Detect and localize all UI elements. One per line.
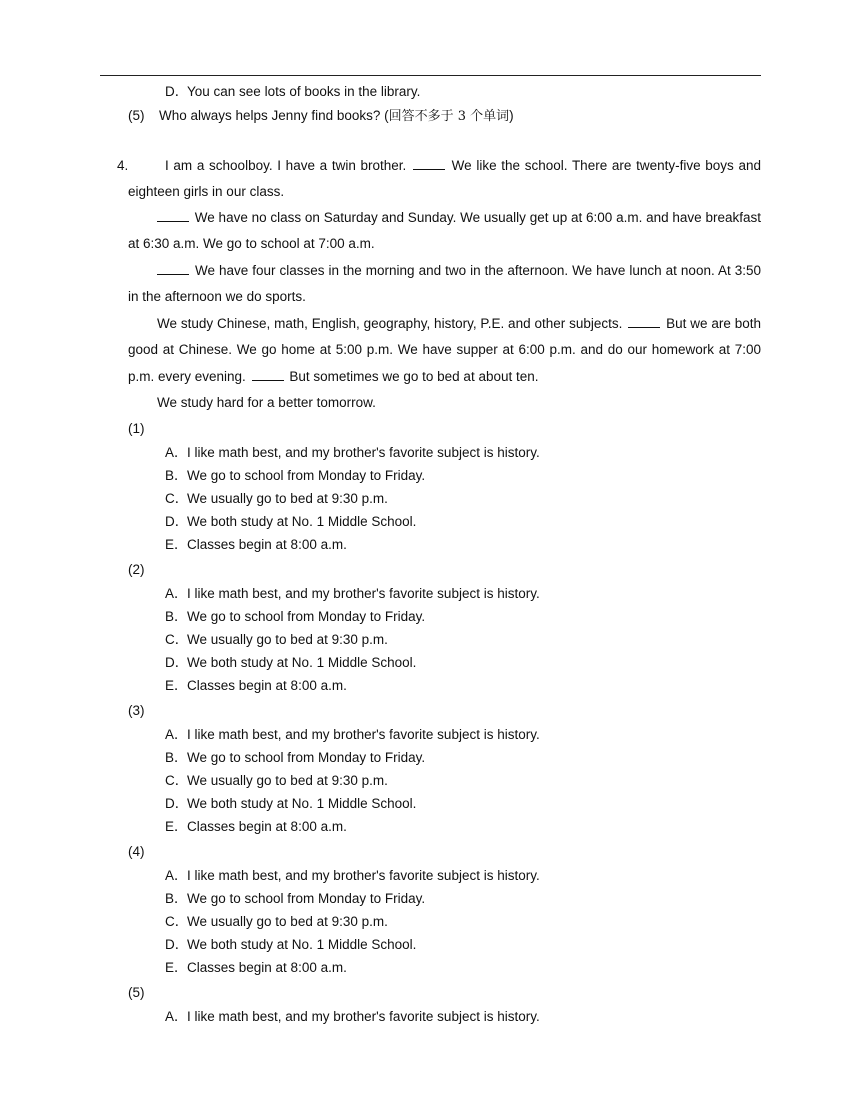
header-rule bbox=[100, 75, 761, 76]
option-text: We both study at No. 1 Middle School. bbox=[187, 937, 417, 952]
prev-question-5 bbox=[128, 107, 514, 126]
option-letter: A． bbox=[165, 727, 188, 742]
option-letter: D． bbox=[165, 937, 189, 952]
passage-line-9 bbox=[128, 368, 539, 386]
option-text: I like math best, and my brother's favorite subject is history. bbox=[187, 586, 540, 601]
option-item[interactable] bbox=[165, 818, 347, 836]
option-letter: B． bbox=[165, 750, 188, 765]
option-text: Classes begin at 8:00 a.m. bbox=[187, 819, 347, 834]
option-letter: E． bbox=[165, 678, 188, 693]
option-text: Classes begin at 8:00 a.m. bbox=[187, 960, 347, 975]
option-letter: C． bbox=[165, 773, 189, 788]
option-item[interactable] bbox=[165, 677, 347, 695]
passage-text: We study Chinese, math, English, geography, history, P.E. and other subjects. bbox=[157, 316, 623, 331]
option-text: I like math best, and my brother's favorite subject is history. bbox=[187, 445, 540, 460]
option-text: You can see lots of books in the library. bbox=[187, 84, 421, 99]
option-letter: B． bbox=[165, 609, 188, 624]
passage-text: We have four classes in the morning and two in the afternoon. We have lunch at noon. At 3:50 bbox=[195, 263, 761, 278]
option-letter: C． bbox=[165, 632, 189, 647]
option-text: We both study at No. 1 Middle School. bbox=[187, 514, 417, 529]
passage-line-4: at 6:30 a.m. We go to school at 7:00 a.m. bbox=[128, 236, 375, 251]
option-letter: D． bbox=[165, 514, 189, 529]
option-letter: A． bbox=[165, 445, 188, 460]
option-letter: C． bbox=[165, 914, 189, 929]
passage-text: p.m. every evening. bbox=[128, 369, 246, 384]
option-letter: B． bbox=[165, 891, 188, 906]
answer-blank-3[interactable] bbox=[157, 262, 189, 275]
option-item[interactable] bbox=[165, 585, 540, 603]
option-item[interactable] bbox=[165, 913, 388, 931]
passage-line-3 bbox=[157, 209, 761, 227]
option-item[interactable] bbox=[165, 959, 347, 977]
option-text: We go to school from Monday to Friday. bbox=[187, 750, 426, 765]
option-text: We usually go to bed at 9:30 p.m. bbox=[187, 491, 388, 506]
option-text: Classes begin at 8:00 a.m. bbox=[187, 537, 347, 552]
option-text: I like math best, and my brother's favorite subject is history. bbox=[187, 727, 540, 742]
option-item[interactable] bbox=[165, 795, 416, 813]
answer-blank-1[interactable] bbox=[413, 157, 445, 170]
passage-line-10: We study hard for a better tomorrow. bbox=[157, 395, 376, 410]
option-item[interactable] bbox=[165, 772, 388, 790]
option-item[interactable] bbox=[165, 890, 425, 908]
option-letter: E． bbox=[165, 960, 188, 975]
option-letter: E． bbox=[165, 537, 188, 552]
option-text: We both study at No. 1 Middle School. bbox=[187, 796, 417, 811]
question-number-4: 4. bbox=[117, 158, 129, 173]
passage-text: But we are both bbox=[666, 316, 761, 331]
passage-text: We have no class on Saturday and Sunday. We usually get up at 6:00 a.m. and have breakfast bbox=[194, 210, 761, 225]
option-item[interactable] bbox=[165, 631, 388, 649]
option-item[interactable] bbox=[165, 608, 425, 626]
option-item[interactable] bbox=[165, 536, 347, 554]
option-item[interactable] bbox=[165, 726, 540, 744]
option-text: We usually go to bed at 9:30 p.m. bbox=[187, 632, 388, 647]
option-text: We go to school from Monday to Friday. bbox=[187, 609, 426, 624]
option-letter: E． bbox=[165, 819, 188, 834]
sub-question-number: (2) bbox=[128, 562, 145, 577]
option-letter: D． bbox=[165, 84, 189, 99]
question-text: Who always helps Jenny find books? ( bbox=[159, 108, 389, 123]
option-letter: B． bbox=[165, 468, 188, 483]
passage-line-1 bbox=[165, 157, 761, 175]
option-item[interactable] bbox=[165, 444, 540, 462]
passage-text: I am a schoolboy. I have a twin brother. bbox=[165, 158, 407, 173]
option-text: Classes begin at 8:00 a.m. bbox=[187, 678, 347, 693]
option-letter: A． bbox=[165, 868, 188, 883]
option-text: I like math best, and my brother's favorite subject is history. bbox=[187, 1009, 540, 1024]
option-item[interactable] bbox=[165, 867, 540, 885]
option-text: We both study at No. 1 Middle School. bbox=[187, 655, 417, 670]
prev-option-d bbox=[165, 83, 420, 101]
option-item[interactable] bbox=[165, 513, 416, 531]
option-item[interactable] bbox=[165, 490, 388, 508]
option-item[interactable] bbox=[165, 467, 425, 485]
question-hint-cn: 回答不多于 3 个单词 bbox=[388, 109, 510, 124]
sub-question-number: (1) bbox=[128, 421, 145, 436]
answer-blank-4[interactable] bbox=[628, 315, 660, 328]
passage-line-7 bbox=[157, 315, 761, 333]
passage-text: We like the school. There are twenty-five boys and bbox=[451, 158, 761, 173]
sub-question-number: (5) bbox=[128, 985, 145, 1000]
option-text: We go to school from Monday to Friday. bbox=[187, 891, 426, 906]
option-item[interactable] bbox=[165, 749, 425, 767]
option-text: We go to school from Monday to Friday. bbox=[187, 468, 426, 483]
option-item[interactable] bbox=[165, 654, 416, 672]
answer-blank-5[interactable] bbox=[252, 368, 284, 381]
option-text: We usually go to bed at 9:30 p.m. bbox=[187, 773, 388, 788]
question-number: (5) bbox=[128, 108, 145, 123]
passage-line-5 bbox=[157, 262, 761, 280]
option-item[interactable] bbox=[165, 1008, 540, 1026]
option-text: We usually go to bed at 9:30 p.m. bbox=[187, 914, 388, 929]
passage-line-2: eighteen girls in our class. bbox=[128, 184, 285, 199]
passage-line-8: good at Chinese. We go home at 5:00 p.m. We have supper at 6:00 p.m. and do our homework at 7:00 bbox=[128, 342, 761, 357]
option-item[interactable] bbox=[165, 936, 416, 954]
option-letter: A． bbox=[165, 586, 188, 601]
passage-text: But sometimes we go to bed at about ten. bbox=[289, 369, 539, 384]
answer-blank-2[interactable] bbox=[157, 209, 189, 222]
passage-line-6: in the afternoon we do sports. bbox=[128, 289, 306, 304]
option-letter: C． bbox=[165, 491, 189, 506]
option-letter: D． bbox=[165, 796, 189, 811]
option-text: I like math best, and my brother's favorite subject is history. bbox=[187, 868, 540, 883]
question-close-paren: ) bbox=[509, 108, 514, 123]
sub-question-number: (4) bbox=[128, 844, 145, 859]
sub-question-number: (3) bbox=[128, 703, 145, 718]
option-letter: D． bbox=[165, 655, 189, 670]
option-letter: A． bbox=[165, 1009, 188, 1024]
